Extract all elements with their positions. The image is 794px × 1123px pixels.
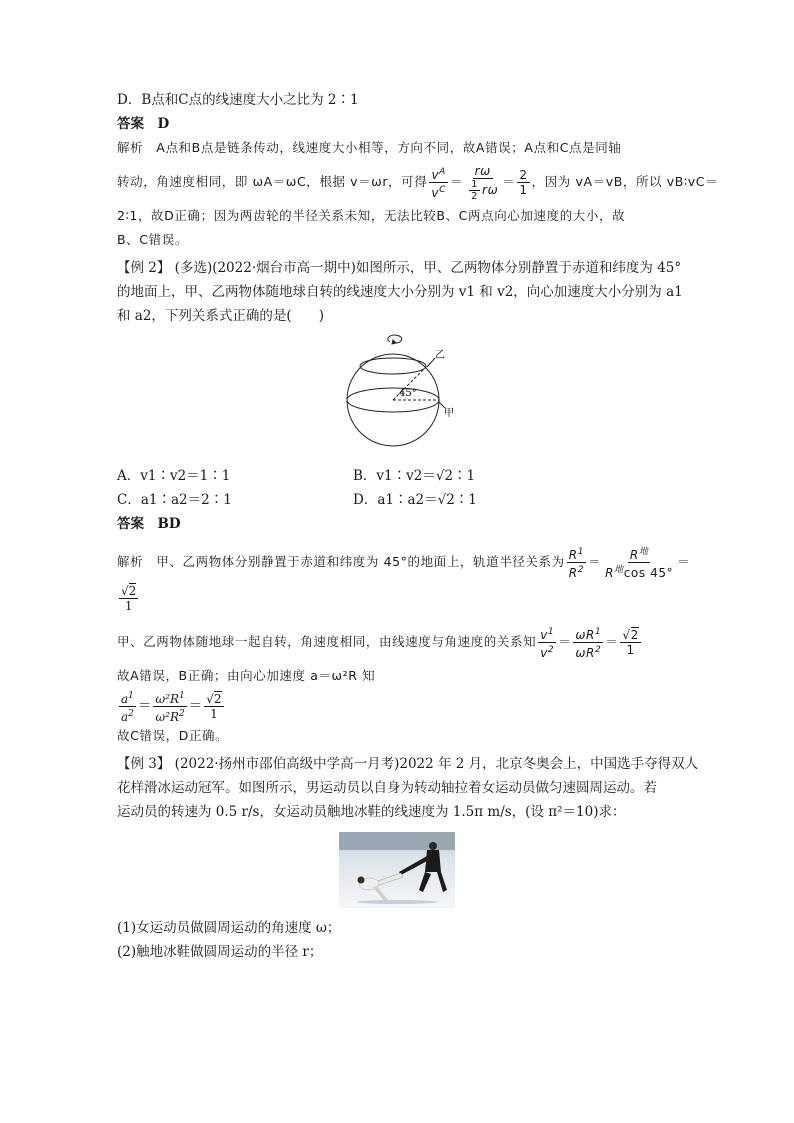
label-jia: 甲 (444, 408, 454, 419)
fraction-v1-v2: $\frac{v^1}{v^2}$ (540, 627, 555, 660)
explanation-1-line-1: 解析 A点和B点是链条传动，线速度大小相等，方向不同，故A错误；A点和C点是同轴 (117, 140, 622, 155)
earth-globe-figure (327, 334, 467, 458)
angle-label: 45° (399, 388, 417, 399)
explanation-2-line-1: 解析 甲、乙两物体分别静置于赤道和纬度为 45°的地面上，轨道半径关系为 $\frac{R^1}{R^2}$ ＝ $\frac{R^地}{R^地\cos 45^\circ}$ ＝ (117, 547, 691, 580)
explanation-2-line-2 (117, 580, 677, 616)
example-2-line-1: 【例 2】 (多选)(2022·烟台市高一期中)如图所示，甲、乙两物体分别静置于赤道和纬度为 45° (117, 260, 682, 276)
example-2-line-3: 和 a2，下列关系式正确的是( ) (117, 308, 324, 324)
explanation-2-line-5: $\frac{a^1}{a^2}$ ＝ $\frac{\omega^2R^1}{\omega^2R^2}$ ＝ $\frac{√2}{1}$ (121, 691, 222, 724)
male-skater-head (429, 842, 437, 850)
explanation-1-line-2-post: ，因为 vA＝vB，所以 vB∶vC＝ (531, 174, 719, 189)
leader-yi (427, 358, 435, 367)
option-b[interactable]: B．v1∶v2＝√2∶1 (353, 468, 476, 484)
male-skater-body (425, 850, 441, 872)
option-d-previous: D．B点和C点的线速度大小之比为 2∶1 (117, 92, 359, 108)
example-3-line-2: 花样滑冰运动冠军。如图所示，男运动员以自身为转动轴拉着女运动员做匀速圆周运动。若 (117, 780, 657, 796)
fraction-2-1: $\frac{2}{1}$ (519, 168, 528, 197)
explanation-2-line-6: 故C错误，D正确。 (117, 728, 229, 743)
label-yi: 乙 (435, 350, 445, 361)
fraction-sqrt2-1: $\frac{√2}{1}$ (121, 584, 137, 613)
fraction-va-vc: $\frac{v^A}{v^C}$ (431, 167, 446, 200)
fraction-omega-r: $\frac{\omega R^1}{\omega R^2}$ (575, 627, 602, 660)
question-1: (1)女运动员做圆周运动的角速度 ω； (117, 920, 341, 936)
option-a[interactable]: A．v1∶v2＝1∶1 (117, 468, 231, 484)
explanation-1-line-4: B、C错误。 (117, 232, 188, 247)
fraction-a1-a2: $\frac{a^1}{a^2}$ (121, 691, 134, 724)
fraction-sqrt2-1-c: $\frac{√2}{1}$ (206, 692, 222, 721)
fraction-rearth-cos: $\frac{R^地}{R^地\cos 45^\circ}$ (605, 547, 674, 580)
fraction-omega2-r: $\frac{\omega^2R^1}{\omega^2R^2}$ (155, 691, 185, 724)
options-row-2 (117, 488, 677, 512)
document-page (117, 88, 719, 964)
explanation-1-line-3: 2∶1，故D正确；因为两齿轮的半径关系未知，无法比较B、C两点向心加速度的大小，故 (117, 208, 626, 223)
explanation-2-line-4: 故A错误，B正确；由向心加速度 a＝ω²R 知 (117, 668, 376, 683)
example-2-line-2: 的地面上，甲、乙两物体随地球自转的线速度大小分别为 v1 和 v2，向心加速度大小分别为 a1 (117, 284, 683, 300)
latitude-45-circle (360, 358, 426, 374)
option-c[interactable]: C．a1∶a2＝2∶1 (117, 492, 232, 508)
explanation-1-line-2-pre: 转动，角速度相同，即 ωA＝ωC，根据 v＝ωr，可得 (117, 174, 428, 189)
option-d[interactable]: D．a1∶a2＝√2∶1 (353, 492, 477, 508)
options-row-1 (117, 464, 677, 488)
figure-skating-photo (339, 832, 455, 908)
answer-1: 答案 D (117, 116, 170, 132)
answer-2: 答案 BD (117, 516, 181, 532)
example-3-line-1: 【例 3】 (2022·扬州市邵伯高级中学高一月考)2022 年 2 月，北京冬奥会上，中国选手夺得双人 (117, 756, 699, 772)
explanation-1-line-2: 转动，角速度相同，即 ωA＝ωC，根据 v＝ωr，可得 $\frac{v^A}{v^C}$ ＝ rω $\frac{1}{2}$ rω ＝ $\frac{2}{1}$ ，因为 vA＝vB，所以 vB∶vC＝ (117, 163, 719, 202)
explanation-2-line-3: 甲、乙两物体随地球一起自转，角速度相同，由线速度与角速度的关系知 $\frac{v^1}{v^2}$ ＝ $\frac{\omega R^1}{\omega R^2}$ ＝ $\frac{√2}{1}$ (117, 627, 639, 660)
example-3-line-3: 运动员的转速为 0.5 r/s，女运动员触地冰鞋的线速度为 1.5π m/s，(设 π²＝10)求： (117, 804, 626, 820)
question-2: (2)触地冰鞋做圆周运动的半径 r； (117, 944, 323, 960)
fraction-r-omega: rω $\frac{1}{2}$ rω (471, 163, 499, 202)
fraction-r1-r2: $\frac{R^1}{R^2}$ (568, 547, 585, 580)
arrow-head-icon (392, 340, 396, 344)
fraction-sqrt2-1-b: $\frac{√2}{1}$ (622, 628, 639, 657)
